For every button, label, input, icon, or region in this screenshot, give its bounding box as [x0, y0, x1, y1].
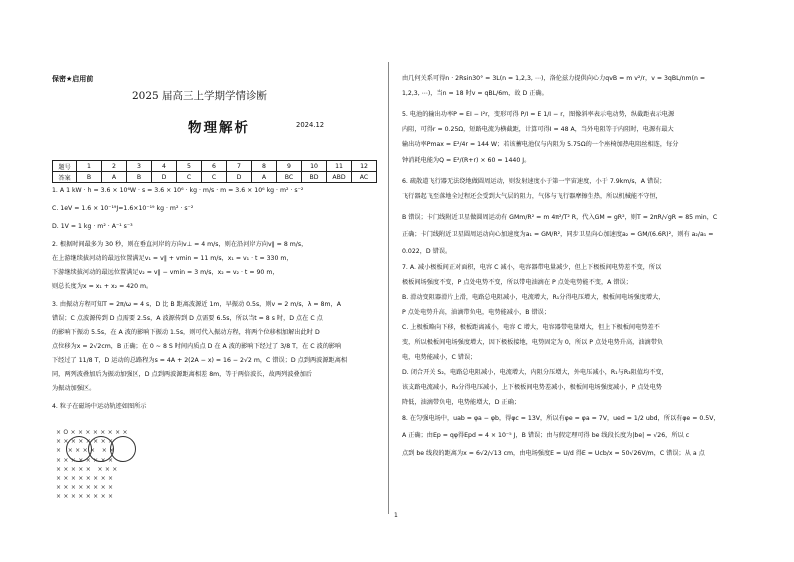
field-row: ××××××××: [56, 493, 116, 501]
solution-line: C. 1eV = 1.6 × 10⁻¹⁹J=1.6×10⁻¹⁹ kg · m² · s⁻²: [52, 205, 194, 212]
solution-line: 由几何关系可得n · 2Rsin30° = 3L(n = 1,2,3, ⋯)，洛伦兹力提供向心力qvB = m v²/r，v = 3qBL/nm(n =: [402, 75, 706, 82]
question-number: 1: [77, 161, 102, 172]
solution-line: B 错误；卡门线附近卫星做圆周运动有 GMm/R² = m 4π²/T² R，代入GM = gR²，则T = 2πR/√gR ≈ 85 min，C: [402, 214, 718, 221]
answer-cell: C: [202, 172, 227, 183]
solution-line: 4. 粒子在磁场中运动轨迹如图所示: [52, 403, 147, 410]
field-row: × ×××× ××: [56, 447, 117, 455]
solution-line: 飞行器起飞至落地全过程还会受到大气层的阻力，气体与飞行器摩擦生热，所以机械能不守恒，: [402, 193, 662, 200]
confidential-label: 保密★启用前: [52, 75, 94, 83]
solution-line: 内阻，可得r = 0.25Ω，短路电流为横截距，计算可得I = 48 A，当外电阻等于内阻时，电源有最大: [402, 126, 674, 133]
solution-line: 下游继续拔河动的最远位置满足v₂ = v∥ − vmin = 3 m/s，x₂ = v₂ · t = 90 m，: [52, 269, 279, 276]
solution-line: 1,2,3, ⋯)，当n = 18 时v = qBL/6m，故 D 正确。: [402, 90, 548, 97]
solution-line: D. 闭合开关 S₂，电路总电阻减小，电流增大，内阻分压增大，外电压减小，R₁与R₃阻值均不变，: [402, 369, 668, 376]
solution-line: 7. A. 减小极板间正对面积，电容 C 减小，电容器带电量减少，但上下极板间电势差不变，所以: [402, 264, 662, 271]
answer-cell: D: [227, 172, 252, 183]
solution-line: P 点处电势升高，油滴带负电，电势能减小，B 错误；: [402, 309, 551, 316]
solution-line: 钟消耗电能为Q = E²/(R+r) × 60 = 1440 J。: [402, 157, 531, 164]
question-number: 2: [102, 161, 127, 172]
solution-line: 点到 be 线段的距离为x = 6√2/√13 cm，由电场强度E = U/d 得E = Ucb/x = 50√26V/m，C 错误；从 a 点: [402, 450, 705, 457]
question-number: 11: [327, 161, 352, 172]
answer-table-answer-row: [53, 172, 377, 183]
question-number: 5: [177, 161, 202, 172]
page-title: 物理解析: [188, 120, 250, 136]
exam-title: 2025 届高三上学期学情诊断: [132, 90, 268, 102]
solution-line: 正确；卡门线附近卫星圆周运动向心加速度为a₁ = GM/R²，同步卫星向心加速度a₂ = GM/(6.6R)²，则有 a₂/a₁ =: [402, 231, 714, 238]
answer-table-number-row: [53, 161, 377, 172]
page-number: 1: [394, 512, 398, 519]
solution-line: 在上游继续拔河动的最远位置满足v₁ = v∥ + vmin = 11 m/s，x₁ = v₁ · t = 330 m，: [52, 255, 293, 262]
answer-cell: A: [102, 172, 127, 183]
solution-line: 6. 疏散道飞行器无法绕地做圆周运动，则发射速度小于第一宇宙速度，小于 7.9km/s，A 错误；: [402, 178, 666, 185]
solution-line: 3. 由振动方程可知T = 2π/ω = 4 s，D 比 B 距离波源近 1m，早振动 0.5s，则v = 2 m/s，λ = 8m，A: [52, 301, 341, 308]
question-number: 10: [302, 161, 327, 172]
field-row: ××××××××: [56, 484, 116, 492]
column-divider: [388, 62, 389, 514]
solution-line: 则总长度为x = x₁ + x₂ = 420 m。: [52, 283, 153, 290]
question-number: 12: [352, 161, 377, 172]
answer-cell: AC: [352, 172, 377, 183]
question-number: 9: [277, 161, 302, 172]
question-number: 3: [127, 161, 152, 172]
question-number: 7: [227, 161, 252, 172]
field-row: ××××××××: [56, 438, 116, 446]
answer-cell: C: [177, 172, 202, 183]
solution-line: 2. 根据时间最多为 30 秒，则在垂直河岸的方向v⊥ = 4 m/s，则在沿河岸方向v∥ = 8 m/s，: [52, 241, 308, 248]
exam-date: 2024.12: [296, 121, 325, 129]
solution-line: 极板间场强度不变，P 点处电势不变，所以带电油滴在 P 点处电势能不变，A 错误；: [402, 279, 632, 286]
answer-cell: ABD: [327, 172, 352, 183]
answer-cell: BC: [277, 172, 302, 183]
solution-line: 输出功率Pmax = E²/4r = 144 W；若该蓄电池仅与内阻为 5.75Ω的一个座椅加热电阻丝相连，每分: [402, 141, 679, 148]
solution-line: 1. A 1 kW · h = 3.6 × 10⁶W · s = 3.6 × 10⁶ · kg · m/s · m = 3.6 × 10⁶ kg · m² · s⁻²: [52, 187, 304, 194]
answer-cell: A: [252, 172, 277, 183]
answer-cell: B: [77, 172, 102, 183]
solution-line: 的影响下振动 5.5s，在 A 波的影响下振动 1.5s，则可代入振动方程，将两个位移相加解出此时 D: [52, 329, 320, 336]
solution-line: 降低，油滴带负电，电势能增大，D 正确；: [402, 399, 521, 406]
magnetic-field-diagram: [56, 428, 176, 513]
solution-line: 下经过了 11/8 T，D 运动的总路程为s = 4A + 2(2A − x) = 16 − 2√2 m，C 错误；D 点到两波源距离相: [52, 357, 348, 364]
question-number: 8: [252, 161, 277, 172]
answer-cell: D: [152, 172, 177, 183]
solution-line: B. 滑动变阻器滑片上滑，电路总电阻减小，电流增大，R₁分得电压增大，极板间电场强度增大，: [402, 294, 665, 301]
solution-line: 电，电势能减小，C 错误；: [402, 354, 477, 361]
field-row: ××××××××: [56, 456, 116, 464]
solution-line: 错误；C 点波源传到 D 点需要 2.5s，A 波源传到 D 点需要 6.5s，所以当t = 8 s 时，D 点在 C 点: [52, 315, 323, 322]
solution-line: 为振动加强区。: [52, 385, 96, 392]
answer-table-row-label: 题号: [53, 161, 77, 172]
solution-line: 点位移为x = 2√2cm，B 正确；在 0 ~ 8 S 时间内质点 D 在 A 波的影响下经过了 3/8 T，在 C 波的影响: [52, 343, 342, 350]
solution-line: 5. 电池的输出功率P = EI − I²r，变形可得 P/I = E 1/I − r，图像斜率表示电动势，纵截距表示电源: [402, 111, 675, 118]
question-number: 6: [202, 161, 227, 172]
solution-line: 该支路电流减小，R₃分得电压减小，上下极板间电势差减小，极板间电场强度减小，P 点处电势: [402, 384, 662, 391]
solution-line: 变，所以极板间电场强度增大，因下极板接地，电势固定为 0，所以 P 点处电势升高，油滴带负: [402, 339, 664, 346]
field-row: ××××× ×××: [56, 465, 120, 473]
question-number: 4: [152, 161, 177, 172]
solution-line: 8. 在匀强电场中，uab = φa − φb，得φc = 13V，所以有φe = φa = 7V，ued = 1/2 ubd，所以有φe = 0.5V，: [402, 415, 720, 422]
answer-table-row-label: 答案: [53, 172, 77, 183]
answer-cell: B: [127, 172, 152, 183]
field-row: ×O××××××××: [56, 429, 130, 436]
solution-line: C. 上极板略向下移，极板距离减小，电容 C 增大，电容器带电量增大，但上下极板间电势差不: [402, 324, 660, 331]
particle-orbit-arc: [110, 436, 136, 462]
solution-line: 0.022，D 错误。: [402, 248, 452, 255]
answer-cell: BD: [302, 172, 327, 183]
answer-table: [52, 160, 377, 183]
solution-line: D. 1V = 1 kg · m² · A⁻¹ s⁻³: [52, 223, 133, 230]
solution-line: A 正确；由Ep = qφ得Epd = 4 × 10⁻⁵ J，B 错误；由与假定理可得 be 线段长度为|be| = √26，所以 c: [402, 432, 690, 439]
solution-line: 同，两列波叠加后为振动加强区，D 点到两波源距离相差 8m，等于两倍波长，故两列波叠加后: [52, 371, 312, 378]
field-row: ××××××××: [56, 475, 116, 483]
